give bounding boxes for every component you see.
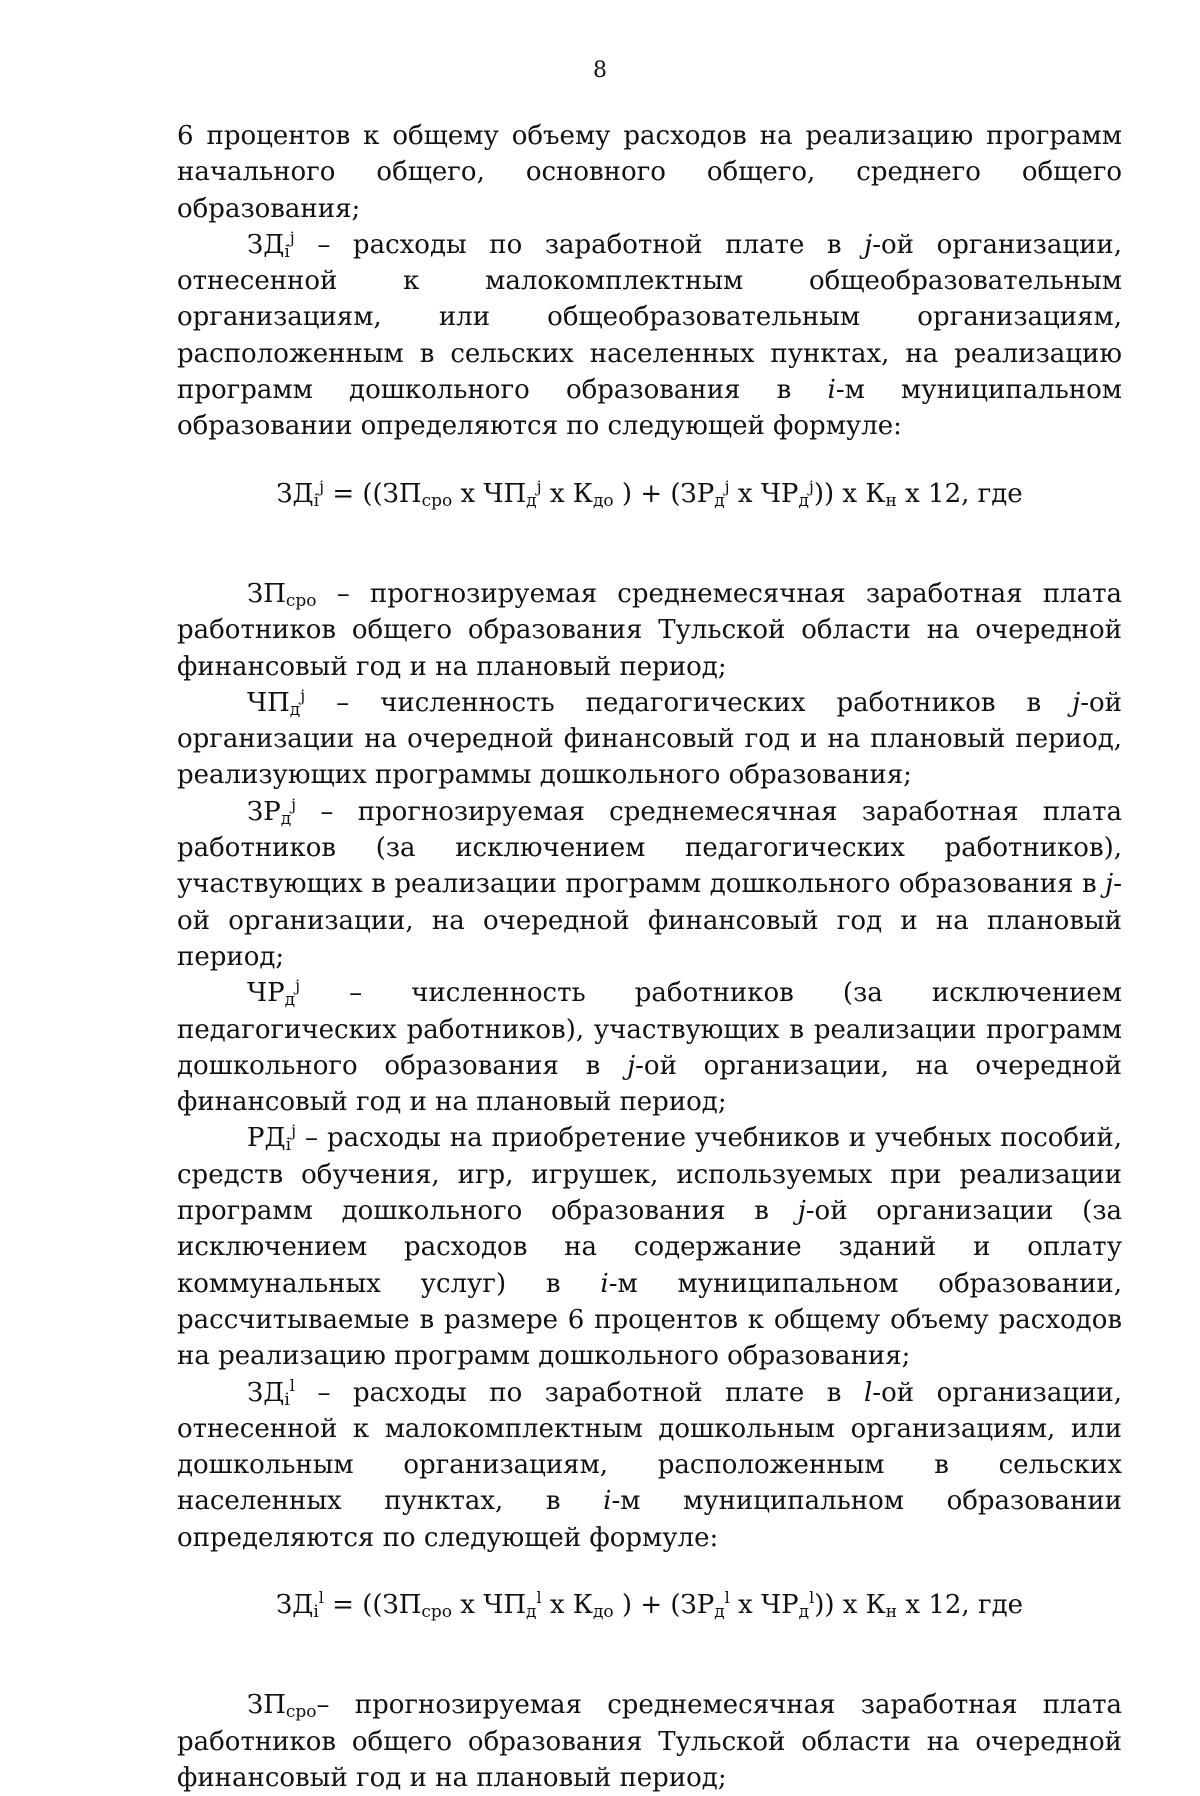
paragraph-zd-l-definition: [177, 1375, 1122, 1556]
italic-index: i: [603, 1486, 612, 1517]
superscript: j: [289, 227, 295, 247]
subscript: сро: [421, 1601, 453, 1622]
superscript: j: [300, 685, 306, 705]
symbol: РД: [247, 1123, 286, 1154]
paragraph-text: -ой организации, отнесенной к малокомплектным дошкольным организациям, или дошкольным организациям, расположенным в сельских населенных пунктах, в: [177, 1377, 1122, 1517]
symbol: ЧП: [247, 687, 290, 718]
subscript: д: [526, 1601, 537, 1622]
formula-text: = ((ЗП: [324, 478, 422, 509]
superscript: l: [536, 1587, 542, 1607]
italic-index: l: [863, 1377, 873, 1408]
superscript: j: [295, 976, 301, 996]
subscript: i: [285, 1135, 292, 1156]
formula-text: х К: [541, 478, 593, 509]
formula-zd-j: [177, 476, 1122, 512]
paragraph-text: -ой организации, на очередной финансовый год и на плановый период;: [177, 869, 1122, 972]
formula-text: ) + (ЗР: [613, 1589, 715, 1620]
paragraph-text: -м муниципальном образовании, рассчитываемые в размере 6 процентов к общему объему расходов на реализацию программ дошкольного образования;: [177, 1268, 1122, 1372]
paragraph-text: -м муниципальном образовании определяются по следующей формуле:: [177, 375, 1122, 442]
symbol: ЗП: [247, 1690, 286, 1721]
italic-index: i: [600, 1268, 609, 1299]
paragraph-zd-definition: [177, 227, 1122, 445]
superscript: j: [536, 476, 542, 496]
subscript: сро: [421, 490, 453, 511]
formula-zd-l: [177, 1587, 1122, 1623]
italic-index: j: [1072, 687, 1081, 718]
subscript: i: [284, 1389, 290, 1410]
paragraph-text: – расходы по заработной плате в: [294, 229, 865, 260]
formula-text: х 12, где: [896, 478, 1023, 509]
paragraph-chpd-definition: [177, 685, 1122, 794]
subscript: сро: [285, 590, 317, 611]
formula-text: х 12, где: [897, 1589, 1023, 1620]
subscript: сро: [285, 1702, 317, 1723]
paragraph-zpsro-definition-2: [177, 1687, 1122, 1796]
symbol: ЗД: [247, 1377, 285, 1408]
superscript: j: [319, 476, 325, 496]
formula-text: ЗД: [276, 478, 314, 509]
page-number: 8: [593, 58, 607, 83]
subscript: н: [885, 490, 897, 511]
paragraph-chrd-definition: [177, 975, 1122, 1120]
superscript: j: [291, 794, 297, 814]
symbol: ЗП: [247, 578, 286, 609]
paragraph-text: -ой организации (за исключением расходов на содержание зданий и оплату коммунальных услуг) в: [177, 1196, 1123, 1299]
formula-text: ) + (ЗР: [613, 478, 715, 509]
formula-text: х ЧП: [452, 1589, 527, 1620]
subscript: н: [885, 1601, 898, 1622]
italic-index: j: [797, 1196, 806, 1227]
symbol: ЗР: [247, 796, 281, 827]
subscript: д: [798, 490, 809, 511]
paragraph-text: – численность работников (за исключением педагогических работников), участвующих в реализации программ дошкольного образования в: [177, 978, 1122, 1081]
italic-index: i: [827, 375, 836, 406]
subscript: д: [714, 490, 725, 511]
paragraph-text: -ой организации, на очередной финансовый год и на плановый период;: [177, 1050, 1122, 1118]
paragraph-text: – расходы на приобретение учебников и учебных пособий, средств обучения, игр, игрушек, используемых при реализации программ дошкольного образования в: [177, 1123, 1122, 1227]
italic-index: j: [1105, 869, 1114, 900]
symbol: ЧР: [247, 978, 285, 1009]
formula-text: х ЧП: [452, 478, 527, 509]
subscript: i: [313, 490, 320, 511]
superscript: j: [291, 1121, 297, 1141]
subscript: д: [284, 990, 296, 1011]
formula-text: = ((ЗП: [323, 1589, 422, 1620]
superscript: j: [724, 476, 730, 496]
italic-index: j: [864, 229, 873, 260]
subscript: до: [592, 1601, 614, 1622]
formula-text: )) х К: [813, 478, 886, 509]
subscript: д: [289, 699, 301, 720]
paragraph-text: -м муниципальном образовании определяются по следующей формуле:: [177, 1486, 1122, 1553]
paragraph-zpsro-definition: [177, 576, 1122, 685]
paragraph-text: -ой организации, отнесенной к малокомплектным общеобразовательным организациям, или общеобразовательным организациям, расположенным в сельских населенных пунктах, на реализацию программ дошкольного образования в: [177, 229, 1122, 406]
paragraph-continuation: [177, 118, 1122, 227]
superscript: l: [289, 1375, 295, 1395]
paragraph-zrd-definition: [177, 794, 1122, 975]
document-body: [177, 118, 1122, 1796]
subscript: д: [714, 1601, 725, 1622]
formula-text: )) х К: [814, 1589, 886, 1620]
subscript: д: [526, 490, 537, 511]
superscript: l: [318, 1587, 324, 1607]
paragraph-text: -ой организации на очередной финансовый год и на плановый период, реализующих программы дошкольного образования;: [177, 687, 1122, 791]
subscript: до: [592, 490, 614, 511]
paragraph-text: – прогнозируемая среднемесячная заработная плата работников общего образования Тульской области на очередной финансовый год и на плановый период;: [177, 578, 1122, 682]
paragraph-text: – прогнозируемая среднемесячная заработная плата работников общего образования Тульской области на очередной финансовый год и на плановый период;: [177, 1690, 1122, 1793]
paragraph-text: – численность педагогических работников в: [305, 687, 1073, 718]
superscript: j: [808, 476, 814, 496]
symbol: ЗД: [247, 229, 285, 260]
formula-text: х К: [541, 1589, 593, 1620]
paragraph-text: – прогнозируемая среднемесячная заработная плата работников (за исключением педагогических работников), участвующих в реализации программ дошкольного образования в: [177, 796, 1122, 900]
italic-index: j: [627, 1050, 636, 1081]
paragraph-rd-definition: [177, 1120, 1122, 1374]
formula-text: х ЧР: [729, 1589, 799, 1620]
superscript: l: [724, 1587, 730, 1607]
subscript: i: [313, 1601, 319, 1622]
formula-text: ЗД: [276, 1589, 314, 1620]
subscript: д: [798, 1601, 810, 1622]
superscript: l: [809, 1587, 815, 1607]
subscript: д: [280, 808, 292, 829]
formula-text: х ЧР: [729, 478, 799, 509]
paragraph-text: – расходы по заработной плате в: [294, 1377, 864, 1408]
subscript: i: [284, 241, 290, 262]
paragraph-text: 6 процентов к общему объему расходов на реализацию программ начального общего, основного общего, среднего общего образования;: [177, 121, 1122, 224]
